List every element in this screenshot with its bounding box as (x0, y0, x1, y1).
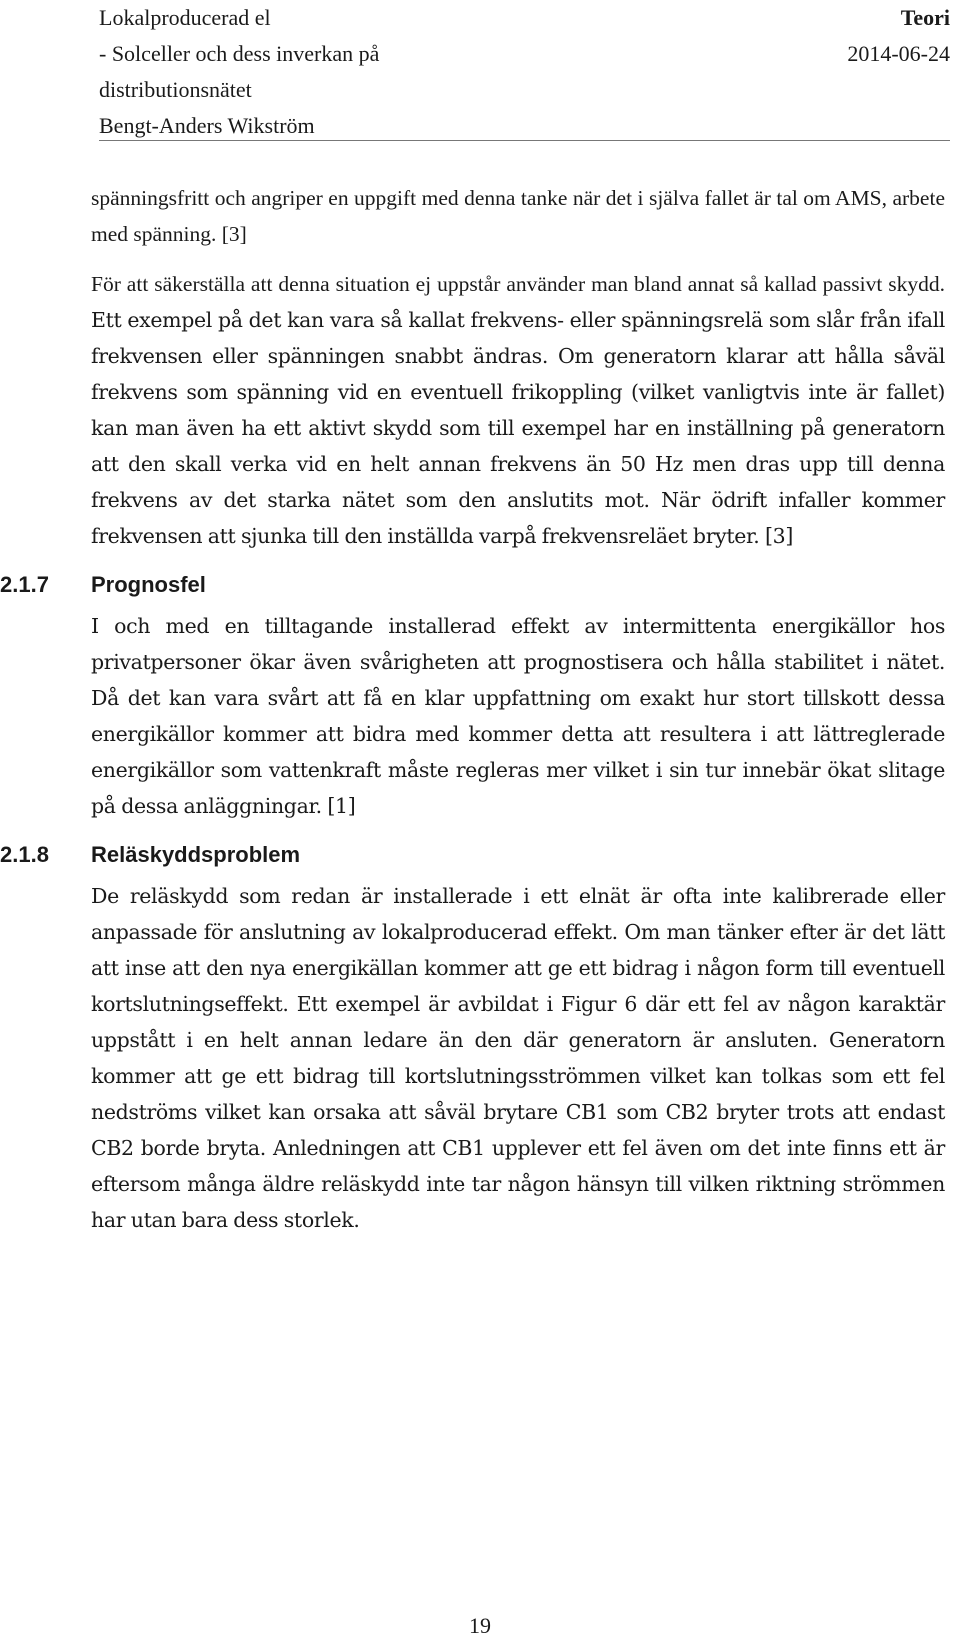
document-title (99, 0, 699, 144)
header-meta (847, 0, 950, 72)
section-paragraph: I och med en tilltagande installerad effekt av intermittenta energikällor hos privatpersoner ökar även svårigheten att prognostisera och hålla stabilitet i nätet. Då det kan vara svårt att få en klar uppfattning om exakt hur stort tillskott dessa energikällor kommer att bidra med kommer detta att resultera i att lättreglerade energikällor som vattenkraft måste regleras mer vilket i sin tur innebär ökat slitage på dessa anläggningar. [1] (91, 614, 945, 818)
section-heading (0, 841, 945, 869)
page-body (0, 180, 945, 1238)
paragraph-sentence: För att säkerställa att denna situation ej uppstår använder man bland annat så kallad passivt skydd. (91, 272, 945, 296)
section-paragraph: De reläskydd som redan är installerade i ett elnät är ofta inte kalibrerade eller anpassade för anslutning av lokalproducerad effekt. Om man tänker efter är det lätt att inse att den nya energikällan kommer att ge ett bidrag i någon form till eventuell kortslutningseffekt. Ett exempel är avbildat i Figur 6 där ett fel av någon karaktär uppstått i en helt annan ledare än den där generatorn är ansluten. Generatorn kommer att ge ett bidrag till kortslutningsströmmen vilket kan tolkas som ett fel nedströms vilket kan orsaka att såväl brytare CB1 som CB2 bryter trots att endast CB2 borde bryta. Anledningen att CB1 upplever ett fel även om det inte finns ett är eftersom många äldre reläskydd inte tar någon hänsyn till vilken riktning strömmen har utan bara dess storlek. (91, 884, 945, 1232)
section-title: Prognosfel (91, 572, 206, 597)
title-line: Lokalproducerad el (99, 5, 271, 30)
paragraph-sentence: Ett exempel på det kan vara så kallat frekvens- eller spänningsrelä som slår från ifall frekvensen eller spänningen snabbt ändras. Om generatorn klarar att hålla såväl frekvens som spänning vid en eventuell frikoppling (vilket vanligtvis inte är fallet) kan man även ha ett aktivt skydd som till exempel har en inställning på generatorn att den skall verka vid en helt annan frekvens än 50 Hz men dras upp till denna frekvens av det starka nätet som den anslutits mot. När ödrift infaller kommer frekvensen att sjunka till den inställda varpå frekvensreläet bryter. [3] (91, 308, 945, 548)
title-line: - Solceller och dess inverkan på (99, 41, 380, 66)
chapter-category: Teori (900, 5, 950, 30)
paragraph: spänningsfritt och angriper en uppgift med denna tanke när det i själva fallet är tal om AMS, arbete med spänning. [3] (91, 186, 945, 246)
paragraph (91, 266, 945, 554)
page-number: 19 (469, 1613, 491, 1638)
section-heading (0, 571, 945, 599)
section-number: 2.1.8 (0, 842, 49, 867)
author-line: Bengt-Anders Wikström (99, 113, 315, 138)
section-title: Reläskyddsproblem (91, 842, 301, 867)
page-header (99, 0, 954, 140)
section-number: 2.1.7 (0, 572, 49, 597)
title-line: distributionsnätet (99, 77, 252, 102)
document-date: 2014-06-24 (847, 41, 950, 66)
header-divider (99, 140, 950, 141)
